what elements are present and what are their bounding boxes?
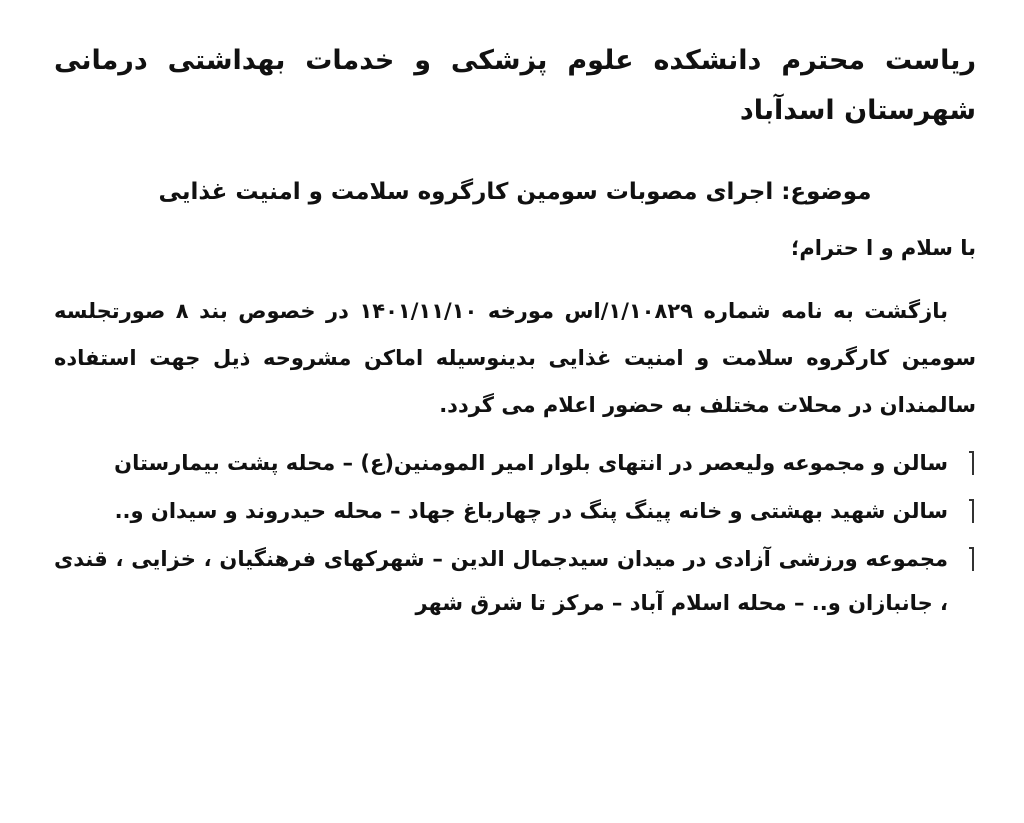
subject-line: موضوع: اجرای مصوبات سومین کارگروه سلامت و امنیت غذایی xyxy=(158,179,872,205)
venue-item xyxy=(54,441,976,485)
venue-item xyxy=(54,537,976,625)
venue-text: مجموعه ورزشی آزادی در میدان سیدجمال الدین – شهرکهای فرهنگیان ، خزایی ، قندی ، جانبازان و.. – محله اسلام آباد – مرکز تا شرق شهر xyxy=(54,547,948,615)
venue-list xyxy=(54,441,976,625)
list-bracket-icon xyxy=(969,547,974,571)
venue-text: سالن و مجموعه ولیعصر در انتهای بلوار امیر المومنین(ع) – محله پشت بیمارستان xyxy=(114,451,948,475)
body-paragraph: بازگشت به نامه شماره ۱/۱۰۸۲۹/اس مورخه ۱۴۰۱/۱۱/۱۰ در خصوص بند ۸ صورتجلسه سومین کارگروه سلامت و امنیت غذایی بدینوسیله اماکن مشروحه ذیل جهت استفاده سالمندان در محلات مختلف به حضور اعلام می گردد. xyxy=(54,299,976,417)
list-bracket-icon xyxy=(969,499,974,523)
greeting-line: با سلام و ا حترام؛ xyxy=(790,236,976,260)
list-bracket-icon xyxy=(969,451,974,475)
venue-text: سالن شهید بهشتی و خانه پینگ پنگ در چهارباغ جهاد – محله حیدروند و سیدان و.. xyxy=(114,499,948,523)
addressee-heading: ریاست محترم دانشکده علوم پزشکی و خدمات بهداشتی درمانی شهرستان اسدآباد xyxy=(54,45,976,126)
venue-item xyxy=(54,489,976,533)
